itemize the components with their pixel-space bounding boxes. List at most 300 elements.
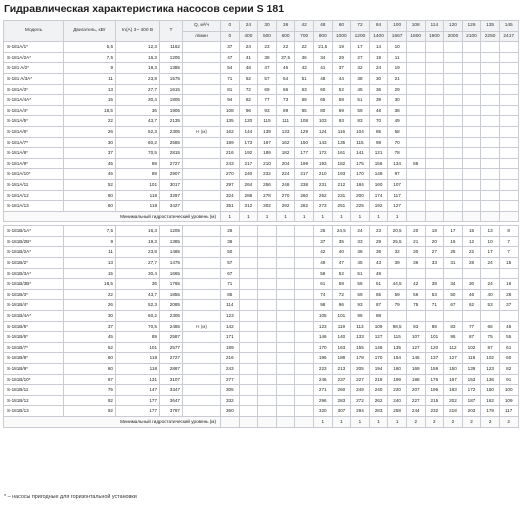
head-value-cell [481, 126, 500, 137]
head-value-cell [295, 374, 314, 385]
head-value-cell: 162 [276, 137, 295, 148]
power-cell: 13 [64, 258, 116, 269]
model-cell: S-181A/2A* [4, 52, 64, 63]
head-value-cell [258, 364, 277, 375]
head-value-cell: 48 [239, 63, 258, 74]
model-cell: S-181A/1* [4, 42, 64, 53]
model-cell: S-181A/10* [4, 169, 64, 180]
head-value-cell [406, 116, 425, 127]
head-value-cell [425, 42, 444, 53]
head-value-cell: 133 [351, 332, 370, 343]
head-value-cell [295, 300, 314, 311]
head-value-cell: 150 [481, 385, 500, 396]
head-value-cell: 109 [499, 395, 518, 406]
head-value-cell: 93 [332, 116, 351, 127]
head-value-cell: 70 [369, 116, 388, 127]
head-unit-cell [183, 395, 221, 406]
head-value-cell: 270 [276, 190, 295, 201]
head-value-cell: 23 [258, 42, 277, 53]
head-value-cell: 264 [239, 179, 258, 190]
head-value-cell: 123 [313, 321, 332, 332]
head-value-cell: 302 [258, 201, 277, 212]
head-value-cell: 282 [295, 201, 314, 212]
head-unit-cell [183, 247, 221, 258]
t-cell: 2727 [160, 353, 183, 364]
head-value-cell [239, 332, 258, 343]
head-value-cell: 312 [239, 201, 258, 212]
head-value-cell: 163 [332, 342, 351, 353]
head-value-cell: 123 [221, 311, 240, 322]
head-value-cell [444, 95, 463, 106]
power-cell: 22 [64, 116, 116, 127]
head-value-cell [295, 268, 314, 279]
head-value-cell: 123 [481, 364, 500, 375]
head-value-cell [295, 353, 314, 364]
power-cell: 5,5 [64, 42, 116, 53]
head-value-cell: 220 [388, 385, 407, 396]
head-value-cell: 102 [462, 342, 481, 353]
head-value-cell: 294 [351, 406, 370, 417]
head-value-cell: 8 [499, 226, 518, 237]
flow-lmin-cell: 2000 [444, 31, 463, 42]
head-value-cell: 24 [481, 258, 500, 269]
power-cell: 30 [64, 311, 116, 322]
head-value-cell [425, 201, 444, 212]
head-value-cell: 199 [295, 158, 314, 169]
head-value-cell: 24 [481, 279, 500, 290]
head-value-cell: 39 [369, 95, 388, 106]
head-value-cell: 29 [388, 84, 407, 95]
head-value-cell: 137 [425, 353, 444, 364]
head-value-cell: 37 [499, 300, 518, 311]
current-cell: 118 [116, 364, 160, 375]
col-header-q-m3h: Q, м³/ч [183, 21, 221, 32]
head-value-cell: 20 [425, 236, 444, 247]
flow-lmin-cell: 1667 [388, 31, 407, 42]
head-value-cell [258, 311, 277, 322]
head-value-cell [444, 179, 463, 190]
flow-m3h-cell: 108 [406, 21, 425, 32]
head-value-cell: 27 [351, 52, 370, 63]
model-cell: S-181A/5* [4, 116, 64, 127]
min-level-cell: 1 [369, 416, 388, 427]
head-value-cell [499, 73, 518, 84]
table-row [4, 95, 519, 106]
head-value-cell: 324 [221, 190, 240, 201]
head-value-cell [444, 158, 463, 169]
head-value-cell [406, 190, 425, 201]
head-value-cell: 232 [425, 406, 444, 417]
t-cell: 2305 [160, 311, 183, 322]
head-value-cell [481, 73, 500, 84]
head-value-cell: 277 [221, 374, 240, 385]
head-value-cell: 129 [295, 126, 314, 137]
head-value-cell [481, 268, 500, 279]
flow-m3h-cell: 60 [332, 21, 351, 32]
head-value-cell [258, 385, 277, 396]
min-level-cell: 2 [481, 416, 500, 427]
head-unit-cell [183, 385, 221, 396]
power-cell: 11 [64, 247, 116, 258]
head-value-cell [276, 300, 295, 311]
head-value-cell: 39 [388, 258, 407, 269]
t-cell: 1485 [160, 247, 183, 258]
head-value-cell [481, 95, 500, 106]
head-value-cell: 162 [481, 395, 500, 406]
flow-lmin-cell: 400 [239, 31, 258, 42]
head-value-cell [481, 169, 500, 180]
head-value-cell [499, 95, 518, 106]
model-cell: S-181 A/2* [4, 63, 64, 74]
head-value-cell: 272 [351, 395, 370, 406]
head-value-cell: 55 [499, 332, 518, 343]
head-value-cell: 249 [351, 385, 370, 396]
head-value-cell: 118 [462, 353, 481, 364]
power-cell: 9 [64, 63, 116, 74]
head-value-cell: 22 [295, 42, 314, 53]
table-row [4, 374, 519, 385]
min-level-cell: 2 [444, 416, 463, 427]
head-value-cell: 144 [239, 126, 258, 137]
current-cell: 89 [116, 169, 160, 180]
head-value-cell: 205 [351, 364, 370, 375]
head-value-cell [295, 236, 314, 247]
head-value-cell: 182 [332, 158, 351, 169]
table-row [4, 116, 519, 127]
head-value-cell: 85 [369, 126, 388, 137]
t-cell: 1575 [160, 73, 183, 84]
model-cell: S-181A/12 [4, 190, 64, 201]
model-cell: S-181A/7* [4, 137, 64, 148]
head-unit-cell [183, 190, 221, 201]
head-value-cell: 189 [258, 148, 277, 159]
head-value-cell [499, 52, 518, 63]
head-value-cell [276, 374, 295, 385]
head-value-cell: 46 [499, 321, 518, 332]
col-header-model: Модель [4, 21, 64, 42]
table-row [4, 406, 519, 417]
head-unit-cell [183, 332, 221, 343]
head-value-cell: 140 [332, 332, 351, 343]
head-value-cell: 101 [332, 311, 351, 322]
head-value-cell [444, 169, 463, 180]
head-value-cell: 74 [313, 289, 332, 300]
head-value-cell [406, 95, 425, 106]
head-value-cell: 37 [313, 236, 332, 247]
flow-lmin-cell: 800 [313, 31, 332, 42]
head-value-cell: 192 [369, 201, 388, 212]
head-value-cell [406, 179, 425, 190]
head-value-cell [462, 116, 481, 127]
current-cell: 177 [116, 395, 160, 406]
head-value-cell: 93 [351, 300, 370, 311]
head-value-cell: 162 [221, 126, 240, 137]
table-row [4, 342, 519, 353]
head-value-cell: 75 [481, 332, 500, 343]
head-value-cell: 78 [388, 148, 407, 159]
min-level-label: Минимальный гидростатический уровень (м) [4, 416, 221, 427]
col-header-current: In(A) 3~ 400 B [116, 21, 160, 42]
min-level-cell [499, 211, 518, 222]
head-value-cell: 71 [221, 279, 240, 290]
head-value-cell [499, 148, 518, 159]
head-value-cell: 217 [295, 169, 314, 180]
head-value-cell: 189 [221, 137, 240, 148]
head-value-cell: 67 [221, 268, 240, 279]
power-cell: 67 [64, 374, 116, 385]
table-row [4, 226, 519, 237]
head-value-cell: 96 [351, 311, 370, 322]
head-unit-cell [183, 116, 221, 127]
head-value-cell: 30 [369, 73, 388, 84]
head-value-cell: 224 [276, 169, 295, 180]
head-value-cell: 217 [239, 158, 258, 169]
flow-m3h-cell: 84 [369, 21, 388, 32]
power-cell: 75 [64, 385, 116, 396]
head-value-cell: 251 [332, 201, 351, 212]
min-level-cell: 1 [239, 211, 258, 222]
head-value-cell: 19 [332, 42, 351, 53]
head-value-cell: 36 [369, 247, 388, 258]
flow-lmin-cell: 1400 [369, 31, 388, 42]
head-unit-cell [183, 364, 221, 375]
head-value-cell: 240 [239, 169, 258, 180]
min-level-cell: 2 [425, 416, 444, 427]
model-cell: S-181A/9* [4, 158, 64, 169]
head-value-cell [276, 247, 295, 258]
head-value-cell: 116 [332, 126, 351, 137]
head-value-cell [444, 52, 463, 63]
head-value-cell [276, 353, 295, 364]
head-value-cell: 35 [332, 236, 351, 247]
flow-m3h-cell: 120 [444, 21, 463, 32]
head-value-cell [499, 158, 518, 169]
head-value-cell: 120 [425, 342, 444, 353]
head-value-cell: 119 [332, 321, 351, 332]
head-value-cell: 28 [499, 289, 518, 300]
head-value-cell: 71 [221, 73, 240, 84]
flow-m3h-cell: 36 [276, 21, 295, 32]
head-value-cell: 19 [388, 63, 407, 74]
table-row [4, 332, 519, 343]
head-value-cell [295, 226, 314, 237]
current-cell: 89 [116, 158, 160, 169]
head-value-cell: 75 [406, 300, 425, 311]
head-value-cell: 71 [425, 300, 444, 311]
current-cell: 36 [116, 279, 160, 290]
power-cell: 11 [64, 73, 116, 84]
table-row [4, 137, 519, 148]
head-value-cell: 57 [221, 258, 240, 269]
head-value-cell: 207 [406, 385, 425, 396]
t-cell: 1805 [160, 95, 183, 106]
table-row [4, 42, 519, 53]
head-value-cell: 351 [221, 201, 240, 212]
head-value-cell: 248 [276, 179, 295, 190]
head-value-cell: 196 [313, 353, 332, 364]
head-value-cell [444, 137, 463, 148]
head-value-cell: 38 [258, 52, 277, 63]
min-level-cell [406, 211, 425, 222]
power-cell: 7,5 [64, 52, 116, 63]
head-value-cell [258, 268, 277, 279]
head-value-cell [295, 342, 314, 353]
head-value-cell: 38 [388, 105, 407, 116]
head-value-cell: 59 [388, 289, 407, 300]
model-cell: S-181B/4* [4, 300, 64, 311]
power-cell: 60 [64, 190, 116, 201]
current-cell: 16,3 [116, 52, 160, 63]
head-value-cell: 22 [276, 42, 295, 53]
current-cell: 27,7 [116, 84, 160, 95]
head-value-cell: 67 [444, 300, 463, 311]
t-cell: 1205 [160, 52, 183, 63]
head-value-cell [499, 126, 518, 137]
head-value-cell: 135 [221, 116, 240, 127]
head-value-cell: 45 [351, 258, 370, 269]
head-value-cell [444, 126, 463, 137]
power-cell: 45 [64, 158, 116, 169]
head-value-cell: 139 [258, 126, 277, 137]
t-cell: 2305 [160, 126, 183, 137]
min-level-cell: 1 [388, 211, 407, 222]
head-value-cell [406, 52, 425, 63]
head-value-cell: 36 [369, 84, 388, 95]
head-value-cell [239, 300, 258, 311]
head-value-cell [276, 258, 295, 269]
head-value-cell: 58 [332, 279, 351, 290]
head-value-cell: 73 [276, 95, 295, 106]
head-unit-cell [183, 201, 221, 212]
head-value-cell: 203 [462, 406, 481, 417]
head-value-cell: 196 [425, 385, 444, 396]
head-unit-cell [183, 73, 221, 84]
table-row [4, 236, 519, 247]
head-value-cell: 24 [239, 42, 258, 53]
min-level-cell: 1 [332, 211, 351, 222]
t-cell: 2587 [160, 332, 183, 343]
model-cell: S-181B/2B* [4, 236, 64, 247]
min-level-cell [239, 416, 258, 427]
head-value-cell: 88 [369, 311, 388, 322]
head-value-cell [258, 321, 277, 332]
head-value-cell: 69 [351, 289, 370, 300]
min-level-cell: 1 [221, 211, 240, 222]
model-cell: S-181B/1A* [4, 226, 64, 237]
group-b-min-level-row [4, 416, 519, 427]
head-unit-cell [183, 406, 221, 417]
head-value-cell [499, 84, 518, 95]
head-value-cell [258, 374, 277, 385]
head-value-cell [239, 279, 258, 290]
head-value-cell: 22 [462, 247, 481, 258]
current-cell: 89 [116, 332, 160, 343]
head-value-cell: 62 [239, 73, 258, 84]
head-value-cell: 218 [444, 406, 463, 417]
head-value-cell [481, 52, 500, 63]
head-value-cell: 45 [351, 84, 370, 95]
head-value-cell: 33 [425, 258, 444, 269]
head-value-cell [481, 201, 500, 212]
head-value-cell: 42 [313, 247, 332, 258]
model-cell: S-181B/6* [4, 332, 64, 343]
flow-m3h-cell: 114 [425, 21, 444, 32]
head-value-cell [425, 116, 444, 127]
head-value-cell: 297 [221, 179, 240, 190]
head-value-cell: 148 [369, 342, 388, 353]
head-value-cell: 117 [388, 190, 407, 201]
head-value-cell: 115 [351, 137, 370, 148]
head-value-cell: 160 [369, 179, 388, 190]
head-value-cell: 360 [221, 406, 240, 417]
head-value-cell: 65 [313, 95, 332, 106]
head-value-cell [425, 311, 444, 322]
head-value-cell [239, 247, 258, 258]
current-cell: 118 [116, 353, 160, 364]
head-value-cell: 36 [221, 236, 240, 247]
head-value-cell [499, 137, 518, 148]
head-value-cell: 176 [425, 374, 444, 385]
head-value-cell: 87 [369, 300, 388, 311]
head-value-cell [239, 353, 258, 364]
head-value-cell: 30 [462, 279, 481, 290]
head-value-cell: 61 [499, 342, 518, 353]
head-value-cell [499, 169, 518, 180]
head-value-cell: 240 [369, 385, 388, 396]
model-cell: S-181B/13 [4, 406, 64, 417]
head-value-cell: 172 [313, 148, 332, 159]
model-cell: S-181A/4A* [4, 95, 64, 106]
head-value-cell: 184 [351, 179, 370, 190]
head-value-cell: 177 [295, 148, 314, 159]
head-value-cell: 141 [351, 148, 370, 159]
head-value-cell [258, 236, 277, 247]
head-value-cell: 213 [332, 364, 351, 375]
head-value-cell: 167 [444, 374, 463, 385]
head-unit-cell [183, 158, 221, 169]
head-value-cell: 153 [462, 374, 481, 385]
head-value-cell [239, 406, 258, 417]
head-value-cell [425, 158, 444, 169]
head-value-cell [258, 406, 277, 417]
power-cell: 37 [64, 148, 116, 159]
table-row [4, 84, 519, 95]
head-value-cell: 113 [351, 321, 370, 332]
head-value-cell [425, 179, 444, 190]
head-value-cell: 38 [351, 247, 370, 258]
head-value-cell [276, 406, 295, 417]
flow-lmin-cell: 1900 [425, 31, 444, 42]
head-value-cell [406, 63, 425, 74]
head-value-cell: 150 [295, 137, 314, 148]
head-value-cell: 88 [425, 321, 444, 332]
head-value-cell [444, 116, 463, 127]
head-value-cell [295, 289, 314, 300]
t-cell: 3787 [160, 406, 183, 417]
head-value-cell: 204 [276, 158, 295, 169]
head-value-cell: 169 [406, 364, 425, 375]
head-value-cell: 188 [332, 353, 351, 364]
head-value-cell: 51 [351, 268, 370, 279]
head-value-cell [481, 84, 500, 95]
model-cell: S-181B/7* [4, 342, 64, 353]
head-value-cell: 24 [351, 226, 370, 237]
head-value-cell [444, 190, 463, 201]
head-value-cell [444, 268, 463, 279]
flow-m3h-cell: 72 [351, 21, 370, 32]
flow-m3h-cell: 135 [481, 21, 500, 32]
head-value-cell: 17 [444, 226, 463, 237]
